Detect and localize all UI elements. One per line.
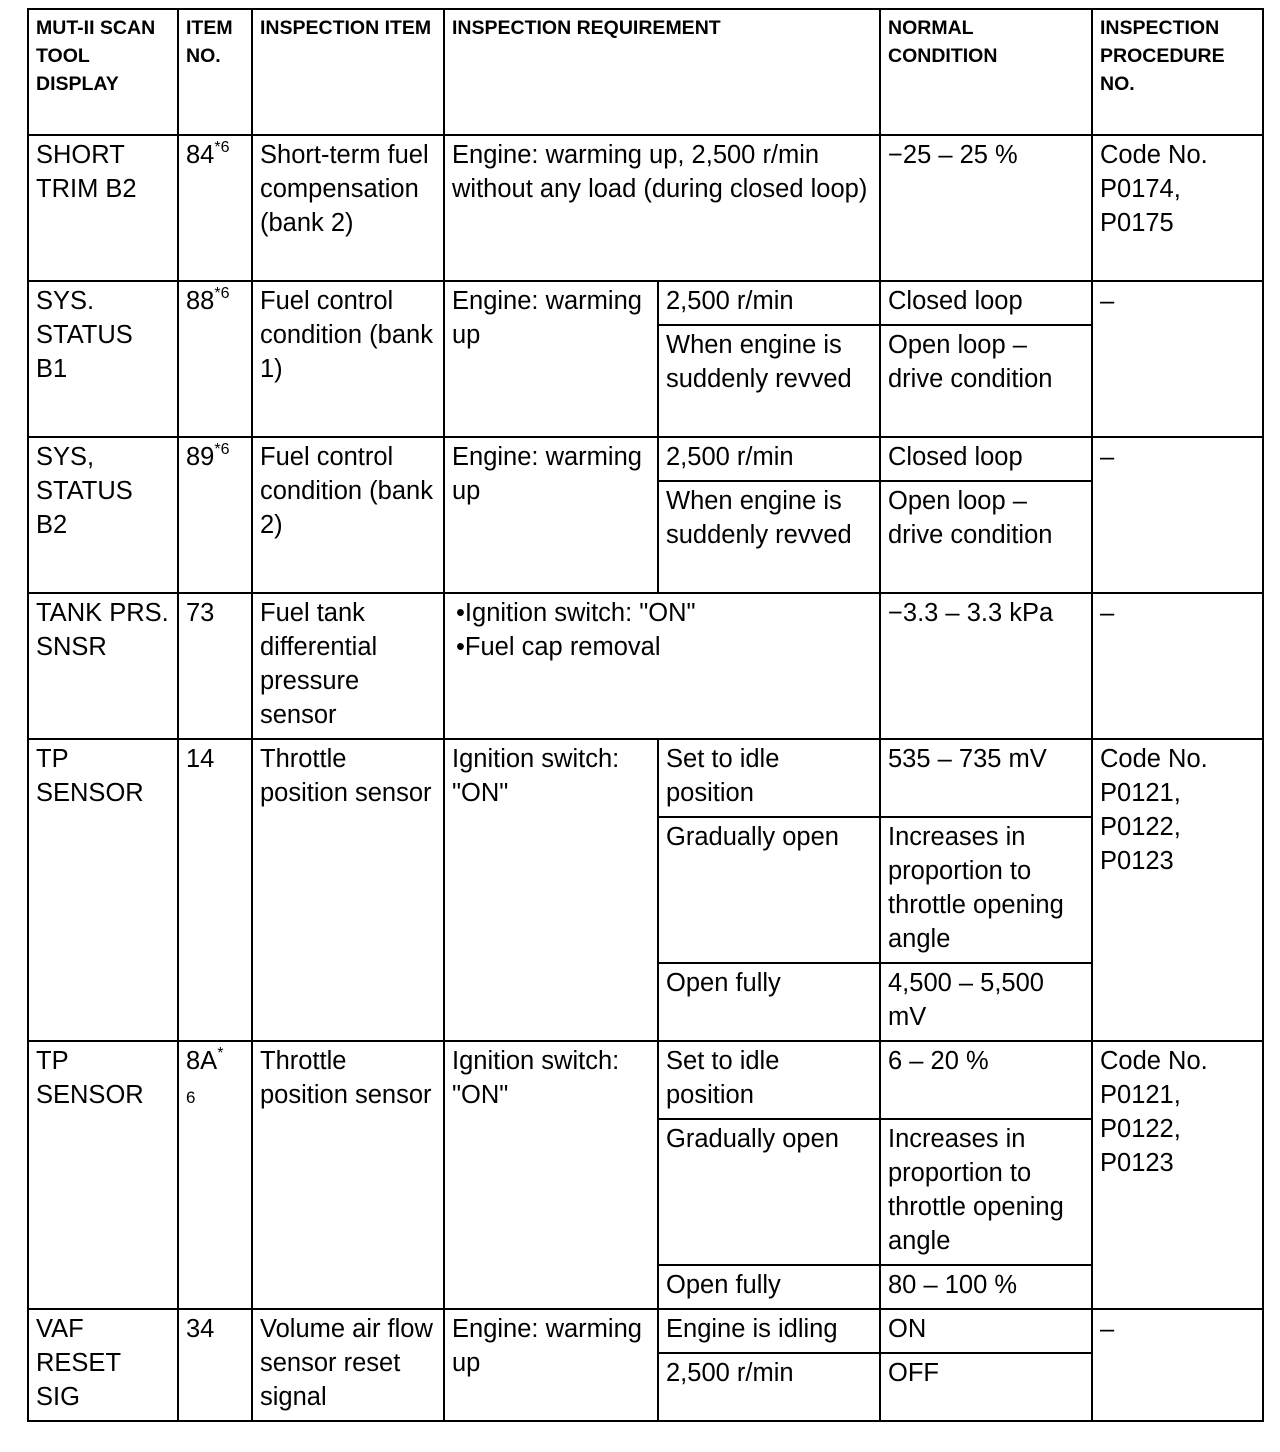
condition-cell: Open fully bbox=[658, 963, 880, 1041]
normal-condition-cell: 6 – 20 % bbox=[880, 1041, 1092, 1119]
requirement-bullet: •Fuel cap removal bbox=[456, 633, 661, 661]
procedure-cell: Code No. P0121, P0122, P0123 bbox=[1092, 739, 1263, 1041]
procedure-cell: – bbox=[1092, 593, 1263, 739]
requirement-cell: Ignition switch: "ON" bbox=[444, 1041, 658, 1309]
table-row bbox=[28, 1309, 1263, 1353]
inspection-item-cell: Throttle position sensor bbox=[252, 1041, 444, 1309]
table-row bbox=[28, 1041, 1263, 1119]
item-no-value: 84 bbox=[186, 141, 215, 169]
condition-cell: When engine is suddenly revved bbox=[658, 481, 880, 593]
header-inspection-requirement: INSPECTION REQUIREMENT bbox=[444, 9, 880, 135]
condition-cell: 2,500 r/min bbox=[658, 1353, 880, 1421]
item-no-value: 88 bbox=[186, 287, 215, 315]
requirement-cell bbox=[444, 593, 880, 739]
inspection-item-cell: Volume air flow sensor reset signal bbox=[252, 1309, 444, 1421]
condition-cell: Open fully bbox=[658, 1265, 880, 1309]
footnote-ref: * bbox=[217, 1045, 224, 1062]
item-no-cell: 34 bbox=[178, 1309, 252, 1421]
condition-cell: Gradually open bbox=[658, 817, 880, 963]
condition-cell: Set to idle position bbox=[658, 1041, 880, 1119]
procedure-cell: – bbox=[1092, 281, 1263, 437]
table-row bbox=[28, 593, 1263, 739]
inspection-item-cell: Fuel control condition (bank 2) bbox=[252, 437, 444, 593]
requirement-cell: Engine: warming up bbox=[444, 437, 658, 593]
requirement-cell: Ignition switch: "ON" bbox=[444, 739, 658, 1041]
inspection-item-cell: Fuel tank differential pressure sensor bbox=[252, 593, 444, 739]
header-row bbox=[28, 9, 1263, 135]
display-cell: TP SENSOR bbox=[28, 1041, 178, 1309]
header-procedure-no: INSPECTION PROCEDURE NO. bbox=[1092, 9, 1263, 135]
normal-condition-cell: −25 – 25 % bbox=[880, 135, 1092, 281]
item-no-cell bbox=[178, 437, 252, 593]
display-cell: SYS, STATUS B2 bbox=[28, 437, 178, 593]
requirement-cell: Engine: warming up bbox=[444, 281, 658, 437]
requirement-cell: Engine: warming up, 2,500 r/min without any load (during closed loop) bbox=[444, 135, 880, 281]
table-row bbox=[28, 739, 1263, 817]
normal-condition-cell: OFF bbox=[880, 1353, 1092, 1421]
header-normal-condition: NORMAL CONDITION bbox=[880, 9, 1092, 135]
normal-condition-cell: Closed loop bbox=[880, 437, 1092, 481]
inspection-table bbox=[27, 8, 1264, 1422]
procedure-cell: Code No. P0174, P0175 bbox=[1092, 135, 1263, 281]
item-no-cell bbox=[178, 1041, 252, 1309]
inspection-item-cell: Short-term fuel compensation (bank 2) bbox=[252, 135, 444, 281]
normal-condition-cell: Open loop – drive condition bbox=[880, 325, 1092, 437]
header-item-no: ITEM NO. bbox=[178, 9, 252, 135]
inspection-item-cell: Fuel control condition (bank 1) bbox=[252, 281, 444, 437]
display-cell: TP SENSOR bbox=[28, 739, 178, 1041]
condition-cell: Set to idle position bbox=[658, 739, 880, 817]
table-row bbox=[28, 135, 1263, 281]
procedure-cell: Code No. P0121, P0122, P0123 bbox=[1092, 1041, 1263, 1309]
normal-condition-cell: ON bbox=[880, 1309, 1092, 1353]
requirement-cell: Engine: warming up bbox=[444, 1309, 658, 1421]
display-cell: VAF RESET SIG bbox=[28, 1309, 178, 1421]
normal-condition-cell: 4,500 – 5,500 mV bbox=[880, 963, 1092, 1041]
header-inspection-item: INSPECTION ITEM bbox=[252, 9, 444, 135]
procedure-cell: – bbox=[1092, 1309, 1263, 1421]
normal-condition-cell: 80 – 100 % bbox=[880, 1265, 1092, 1309]
display-cell: SHORT TRIM B2 bbox=[28, 135, 178, 281]
normal-condition-cell: Increases in proportion to throttle opening angle bbox=[880, 817, 1092, 963]
display-cell: TANK PRS. SNSR bbox=[28, 593, 178, 739]
normal-condition-cell: 535 – 735 mV bbox=[880, 739, 1092, 817]
inspection-item-cell: Throttle position sensor bbox=[252, 739, 444, 1041]
item-no-value: 8A bbox=[186, 1047, 218, 1075]
footnote-ref: 6 bbox=[186, 1088, 196, 1107]
footnote-ref: *6 bbox=[214, 285, 230, 302]
procedure-cell: – bbox=[1092, 437, 1263, 593]
condition-cell: Engine is idling bbox=[658, 1309, 880, 1353]
condition-cell: 2,500 r/min bbox=[658, 281, 880, 325]
footnote-ref: *6 bbox=[214, 441, 230, 458]
item-no-value: 89 bbox=[186, 443, 215, 471]
normal-condition-cell: Open loop – drive condition bbox=[880, 481, 1092, 593]
item-no-cell bbox=[178, 281, 252, 437]
item-no-cell bbox=[178, 135, 252, 281]
display-cell: SYS. STATUS B1 bbox=[28, 281, 178, 437]
requirement-bullet: •Ignition switch: "ON" bbox=[456, 599, 696, 627]
condition-cell: 2,500 r/min bbox=[658, 437, 880, 481]
normal-condition-cell: −3.3 – 3.3 kPa bbox=[880, 593, 1092, 739]
normal-condition-cell: Closed loop bbox=[880, 281, 1092, 325]
footnote-ref: *6 bbox=[214, 139, 230, 156]
condition-cell: Gradually open bbox=[658, 1119, 880, 1265]
normal-condition-cell: Increases in proportion to throttle opening angle bbox=[880, 1119, 1092, 1265]
header-display: MUT-II SCAN TOOL DISPLAY bbox=[28, 9, 178, 135]
table-row bbox=[28, 281, 1263, 325]
item-no-cell: 73 bbox=[178, 593, 252, 739]
item-no-cell: 14 bbox=[178, 739, 252, 1041]
condition-cell: When engine is suddenly revved bbox=[658, 325, 880, 437]
table-row bbox=[28, 437, 1263, 481]
